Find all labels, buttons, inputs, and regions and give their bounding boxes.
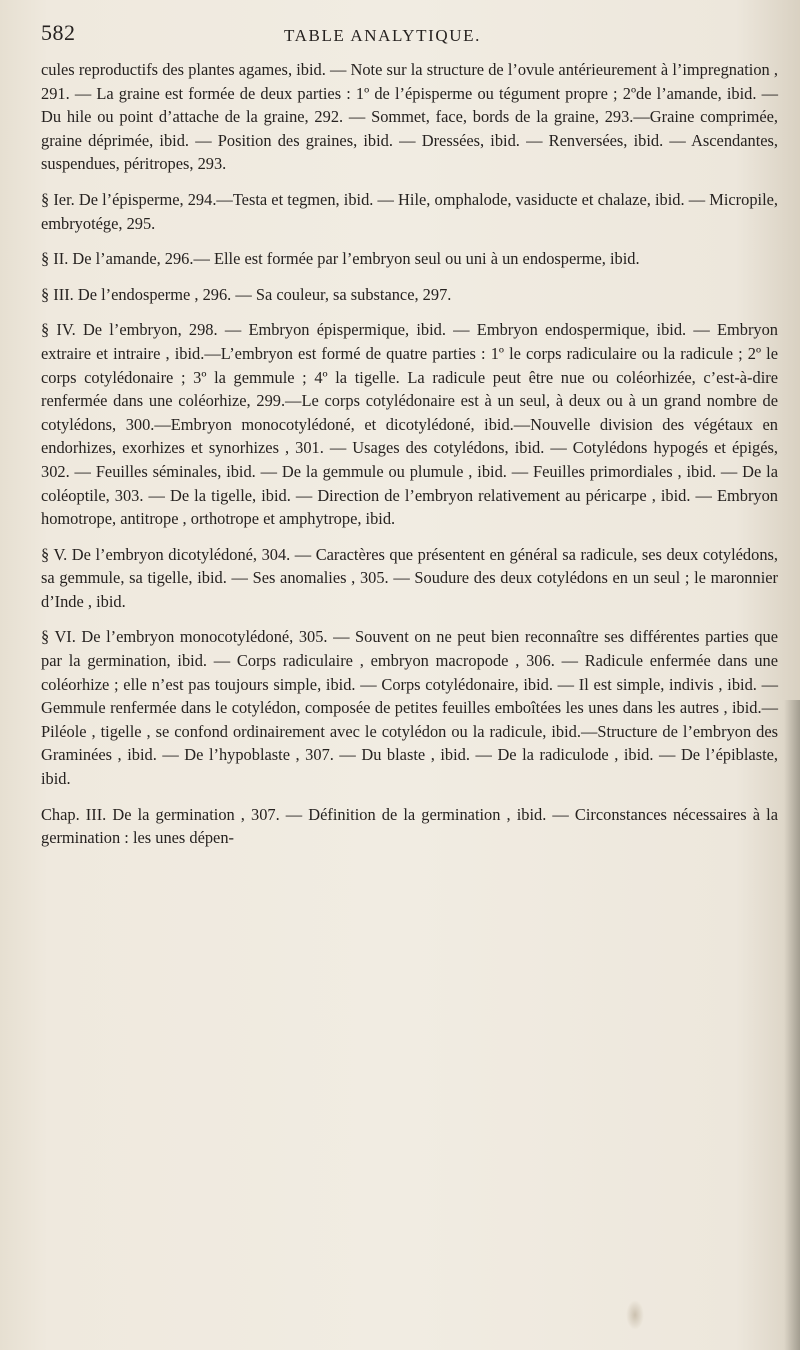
paragraph-section-5: § V. De l’embryon dicotylédoné, 304. — Caractères que présentent en général sa radicule, ses deux cotylédons, sa gemmule, sa tigelle, ibid. — Ses anomalies , 305. — Soudure des deux cotylédons en un seul ; le maronnier d’Inde , ibid. xyxy=(41,544,778,611)
paragraph-section-6: § VI. De l’embryon monocotylédoné, 305. — Souvent on ne peut bien reconnaître ses différentes parties que par la germination, ibid. — Corps radiculaire , embryon macropode , 306. — Radicule enfermée dans une coléorhize ; elle n’est pas toujours simple, ibid. — Corps cotylédonaire, ibid. — Il est simple, indivis , ibid. — Gemmule renfermée dans le cotylédon, composée de petites feuilles emboîtées les unes dans les autres , ibid.—Piléole , tigelle , se confond ordinairement avec le cotylédon ou la radicule, ibid.—Structure de l’embryon des Graminées , ibid. — De l’hypoblaste , 307. — Du blaste , ibid. — De la radiculode , ibid. — De l’épiblaste, ibid. xyxy=(41,627,778,789)
running-head xyxy=(41,20,782,58)
paragraph-section-1: § Ier. De l’épisperme, 294.—Testa et tegmen, ibid. — Hile, omphalode, vasiducte et chalaze, ibid. — Micropile, embryotége, 295. xyxy=(41,189,778,233)
paper-stain xyxy=(626,1300,644,1330)
paragraph-section-3: § III. De l’endosperme , 296. — Sa couleur, sa substance, 297. xyxy=(41,284,452,304)
page-number: 582 xyxy=(41,20,76,45)
index-body xyxy=(41,58,778,850)
page-edge-shadow xyxy=(784,700,800,1350)
paragraph-section-4: § IV. De l’embryon, 298. — Embryon épispermique, ibid. — Embryon endospermique, ibid. — Embryon extraire et intraire , ibid.—L’embryon est formé de quatre parties : 1º le corps radiculaire ou la radicule ; 2º le corps cotylédonaire ; 3º la gemmule ; 4º la tigelle. La radicule peut être nue ou coléorhizée, c’est-à-dire renfermée dans une coléorhize, 299.—Le corps cotylédonaire est à un seul, à deux ou à un grand nombre de cotylédons, 300.—Embryon monocotylédoné, et dicotylédoné, ibid.—Nouvelle division des végétaux en endorhizes, exorhizes et synorhizes , 301. — Usages des cotylédons, ibid. — Cotylédons hypogés et épigés, 302. — Feuilles séminales, ibid. — De la gemmule ou plumule , ibid. — Feuilles primordiales , ibid. — De la coléoptile, 303. — De la tigelle, ibid. — Direction de l’embryon relativement au péricarpe , ibid. — Embryon homotrope, antitrope , orthotrope et amphytrope, ibid. xyxy=(41,320,778,529)
running-title: TABLE ANALYTIQUE. xyxy=(284,26,481,45)
paragraph-continuation: cules reproductifs des plantes agames, ibid. — Note sur la structure de l’ovule antérieurement à l’impregnation , 291. — La graine est formée de deux parties : 1º de l’épisperme ou tégument propre ; 2ºde l’amande, ibid. — Du hile ou point d’attache de la graine, 292. — Sommet, face, bords de la graine, 293.—Graine comprimée, graine déprimée, ibid. — Position des graines, ibid. — Dressées, ibid. — Renversées, ibid. — Ascendantes, suspendues, péritropes, 293. xyxy=(41,60,778,174)
paragraph-chapter-3: Chap. III. De la germination , 307. — Définition de la germination , ibid. — Circonstances nécessaires à la germination : les unes dépen- xyxy=(41,804,778,848)
paragraph-section-2: § II. De l’amande, 296.— Elle est formée par l’embryon seul ou uni à un endosperme, ibid. xyxy=(41,249,640,269)
